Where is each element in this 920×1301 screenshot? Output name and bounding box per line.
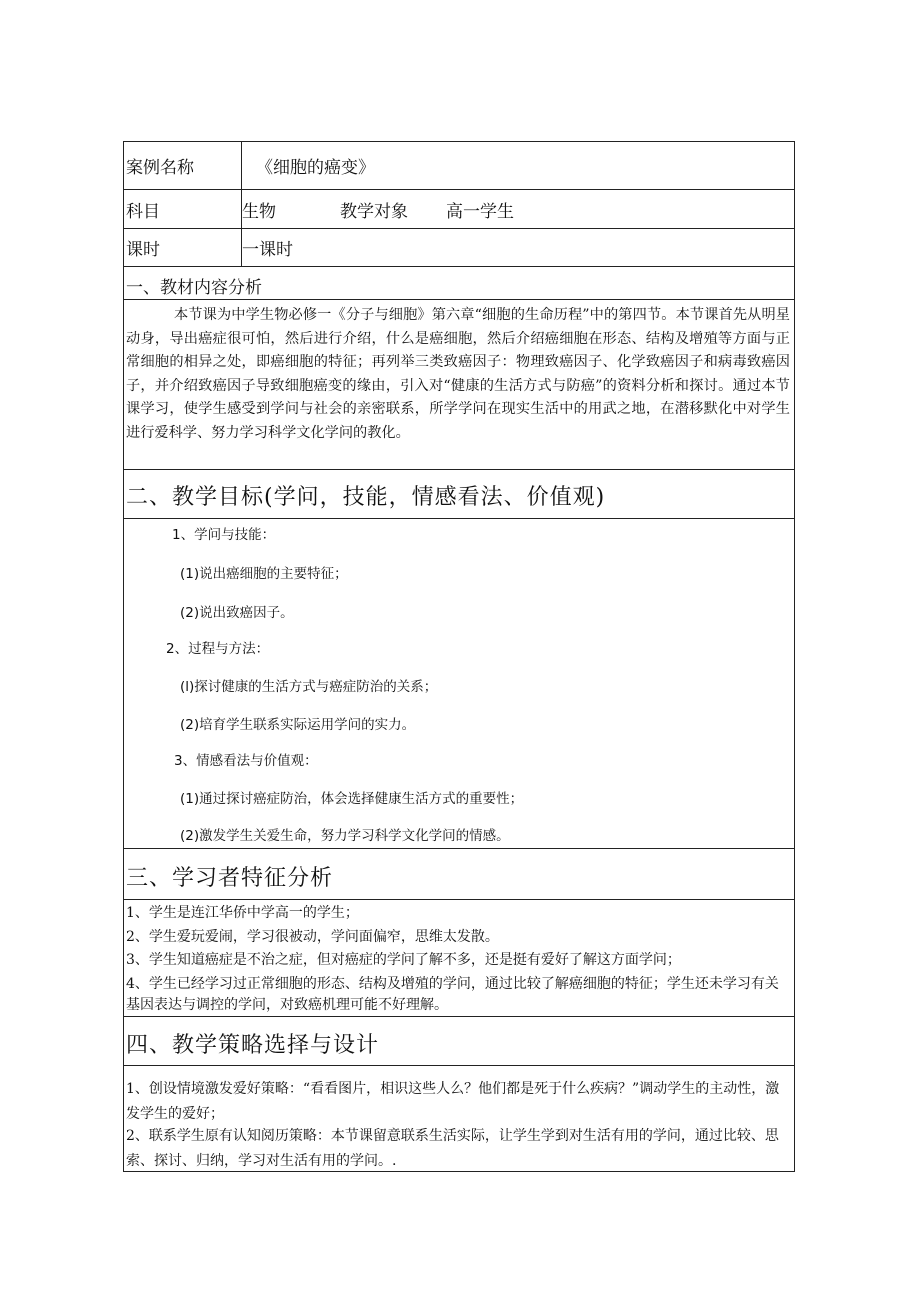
learner-line: 1、学生是连江华侨中学高一的学生；	[126, 905, 359, 921]
section4-title-row	[124, 1017, 794, 1066]
section2-body-row	[124, 519, 794, 849]
audience-value: 高一学生	[446, 201, 514, 222]
case-name-text: 《细胞的癌变》	[256, 158, 375, 178]
period-value-cell	[242, 229, 794, 266]
period-value: 一课时	[242, 240, 293, 260]
objective-item: (1)通过探讨癌症防治，体会选择健康生活方式的重要性；	[180, 791, 524, 807]
subject-cell	[242, 190, 794, 228]
objective-item: 3、情感看法与价值观：	[174, 753, 318, 769]
objective-item: (2)培育学生联系实际运用学问的实力。	[180, 717, 416, 733]
section1-paragraph: 本节课为中学生物必修一《分子与细胞》第六章“细胞的生命历程”中的第四节。本节课首先从明星动身，导出癌症很可怕，然后进行介绍，什么是癌细胞，然后介绍癌细胞在形态、结构及增殖等方面与正常细胞的相异之处，即癌细胞的特征；再列举三类致癌因子：物理致癌因子、化学致癌因子和病毒致癌因子，并介绍致癌因子导致细胞癌变的缘由，引入对“健康的生活方式与防癌”的资料分析和探讨。通过本节课学习，使学生感受到学问与社会的亲密联系，所学学问在现实生活中的用武之地，在潜移默化中对学生进行爱科学、努力学习科学文化学问的教化。	[126, 307, 790, 441]
case-name-label: 案例名称	[124, 142, 242, 189]
audience-label: 教学对象	[340, 201, 408, 222]
period-row	[124, 229, 794, 267]
section1-body-row	[124, 300, 794, 470]
section4-title: 四、教学策略选择与设计	[126, 1033, 380, 1058]
section1-title-row	[124, 267, 794, 300]
lesson-plan-table	[123, 141, 795, 1172]
objective-item: (l)探讨健康的生活方式与癌症防治的关系；	[180, 679, 438, 695]
strategy-line: 1、创设情境激发爱好策略：“看看图片，相识这些人么？他们都是死于什么疾病？”调动学生的主动性，激发学生的爱好；	[126, 1081, 780, 1122]
objective-item: 1、学问与技能：	[172, 527, 276, 543]
learner-line: 2、学生爱玩爱闹，学习很被动，学问面偏窄，思维太发散。	[126, 929, 499, 945]
section3-title-row	[124, 849, 794, 900]
objective-item: (2)激发学生关爱生命，努力学习科学文化学问的情感。	[180, 828, 510, 844]
period-label: 课时	[124, 229, 242, 266]
objective-item: (2)说出致癌因子。	[180, 605, 294, 621]
learner-line: 4、学生已经学习过正常细胞的形态、结构及增殖的学问，通过比较了解癌细胞的特征；学生还未学习有关基因表达与调控的学问，对致癌机理可能不好理解。	[126, 976, 779, 1013]
subject-row	[124, 190, 794, 229]
subject-label: 科目	[124, 190, 242, 228]
section4-body-row	[124, 1066, 794, 1173]
objective-item: (1)说出癌细胞的主要特征；	[180, 566, 348, 582]
section3-title: 三、学习者特征分析	[126, 866, 334, 891]
section2-title-row	[124, 470, 794, 519]
subject-value: 生物	[242, 201, 276, 222]
section3-body-row	[124, 900, 794, 1017]
case-name-row	[124, 142, 794, 190]
objective-item: 2、过程与方法：	[166, 641, 270, 657]
strategy-line: 2、联系学生原有认知阅历策略：本节课留意联系生活实际，让学生学到对生活有用的学问，通过比较、思索、探讨、归纳，学习对生活有用的学问。.	[126, 1128, 779, 1169]
case-name-value	[242, 142, 794, 189]
learner-line: 3、学生知道癌症是不治之症，但对癌症的学问了解不多，还是挺有爱好了解这方面学问；	[126, 952, 681, 968]
section1-title: 一、教材内容分析	[126, 278, 262, 298]
section2-title: 二、教学目标(学问，技能，情感看法、价值观)	[126, 485, 606, 510]
